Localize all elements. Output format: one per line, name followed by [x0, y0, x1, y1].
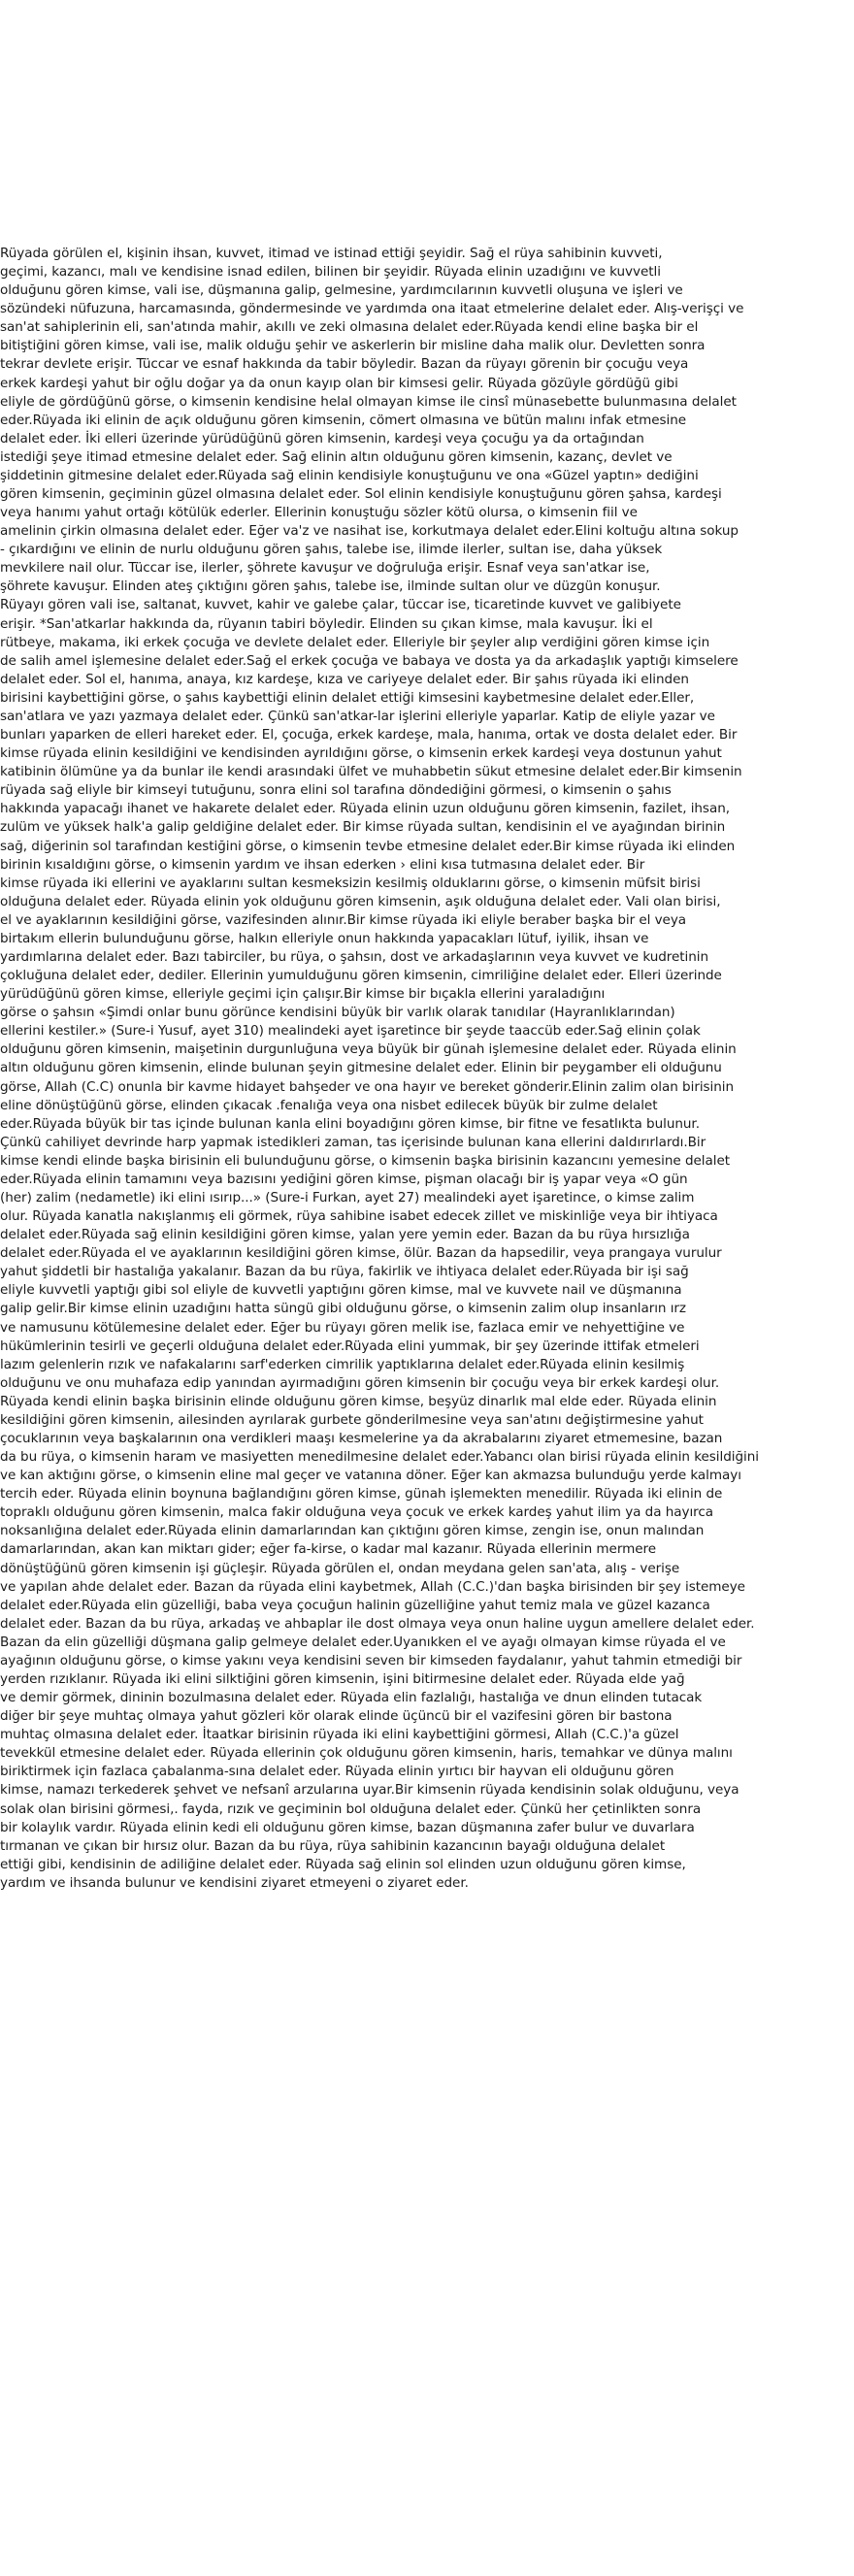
- article-text-line: ellerini kestiler.» (Sure-i Yusuf, ayet 310) mealindeki ayet işaretince bir şeyde taaccüb eder.Sağ elinin çolak: [0, 1023, 701, 1040]
- article-text-line: kimse rüyada iki ellerini ve ayaklarını sultan kesmeksizin kesilmiş olduklarını görse, o kimsenin müfsit birisi: [0, 875, 701, 891]
- article-text-line: kimse, namazı terkederek şehvet ve nefsanî arzularına uyar.Bir kimsenin rüyada kendisinin solak olduğunu, veya: [0, 1782, 739, 1799]
- article-text-line: Bazan da elin güzelliği düşmana galip gelmeye delalet eder.Uyanıkken el ve ayağı olmayan kimse rüyada el ve: [0, 1634, 726, 1650]
- article-text-line: şiddetinin gitmesine delalet eder.Rüyada sağ elinin kendisiyle konuştuğunu ve ona «Güzel yaptın» dediğini: [0, 467, 699, 483]
- article-text-line: (her) zalim (nedametle) iki elini ısırıp...» (Sure-i Furkan, ayet 27) mealindeki ayet işaretince, o kimse zalim: [0, 1189, 695, 1205]
- article-text-line: da bu rüya, o kimsenin haram ve masiyetten menedilmesine delalet eder.Yabancı olan birisi rüyada elinin kesildiğini: [0, 1449, 759, 1466]
- article-text-line: solak olan birisini görmesi,. fayda, rızık ve geçiminin bol olduğuna delalet eder. Çünkü her çetinlikten sonra: [0, 1800, 702, 1817]
- article-text-line: ve kan aktığını görse, o kimsenin eline mal geçer ve vatanına döner. Eğer kan akmazsa bulunduğu yerde kalmayı: [0, 1468, 741, 1484]
- article-text-line: yardımlarına delalet eder. Bazı tabirciler, bu rüya, o şahsın, dost ve arkadaşlarının veya kuvvet ve kudretinin: [0, 948, 709, 965]
- article-text-line: bunları yaparken de elleri hareket eder. El, çocuğa, erkek kardeşe, mala, hanıma, ortak ve dosta delalet eder. Bir: [0, 727, 738, 743]
- article-text-line: kimse rüyada elinin kesildiğini ve kendisinden ayrıldığını görse, o kimsenin erkek kardeşi veya dostunun yahut: [0, 745, 722, 762]
- article-text-line: rütbeye, makama, iki erkek çocuğa ve devlete delalet eder. Elleriyle bir şeyler alıp verdiğini gören kimse için: [0, 634, 710, 650]
- article-text-line: galip gelir.Bir kimse elinin uzadığını hatta süngü gibi olduğunu görse, o kimsenin zalim olup insanların ırz: [0, 1301, 687, 1317]
- article-text-line: san'at sahiplerinin eli, san'atında mahir, akıllı ve zeki olmasına delalet eder.Rüyada kendi eline başka bir el: [0, 319, 699, 336]
- article-text-line: eder.Rüyada büyük bir tas içinde bulunan kanla elini boyadığını gören kimse, bir fitne ve fesatlıkta bulunur.: [0, 1115, 700, 1132]
- article-text-line: eder.Rüyada elinin tamamını veya bazısını yediğini gören kimse, pişman olacağı bir iş yapar veya «O gün: [0, 1171, 688, 1187]
- article-text-line: olur. Rüyada kanatla nakışlanmış eli görmek, rüya sahibine isabet edecek zillet ve miskinliğe veya bir ihtiyaca: [0, 1208, 718, 1225]
- article-text-line: ve namusunu kötülemesine delalet eder. Eğer bu rüyayı gören melik ise, fazlaca emir ve nehyettiğine ve: [0, 1319, 685, 1336]
- article-text-line: görse, Allah (C.C) onunla bir kavme hidayet bahşeder ve ona hayır ve bereket gönderir.Elinin zalim olan birisinin: [0, 1078, 735, 1095]
- article-text-line: delalet eder.Rüyada elin güzelliği, baba veya çocuğun halinin güzelliğine yahut temiz mala ve güzel kazanca: [0, 1597, 710, 1613]
- article-text-line: delalet eder. Bazan da bu rüya, arkadaş ve ahbaplar ile dost olmaya veya onun haline uygun amellere delalet eder.: [0, 1615, 755, 1632]
- article-text-line: noksanlığına delalet eder.Rüyada elinin damarlarından kan çıktığını gören kimse, zengin ise, onun malından: [0, 1523, 705, 1539]
- article-text-line: bir kolaylık vardır. Rüyada elinin kedi eli olduğunu gören kimse, bazan düşmanına zafer bulur ve duvarlara: [0, 1819, 695, 1835]
- article-text-line: diğer bir şeye muhtaç olmaya yahut gözleri kör olarak elinde üçüncü bir el vazifesini gören bir bastona: [0, 1708, 673, 1725]
- article-text-line: kimse kendi elinde başka birisinin eli bulunduğunu görse, o kimsenin başka birisinin kazancını yemesine delalet: [0, 1152, 730, 1169]
- article-text-line: eliyle kuvvetli yaptığı gibi sol eliyle de kuvvetli yaptığını gören kimse, mal ve kuvvete nail ve düşmanına: [0, 1282, 682, 1299]
- article-text-line: kesildiğini gören kimsenin, ailesinden ayrılarak gurbete gönderilmesine veya san'atını değiştirmesine yahut: [0, 1411, 704, 1428]
- article-text-line: yerden rızıklanır. Rüyada iki elini silktiğini gören kimsenin, işini bitirmesine delalet eder. Rüyada elde yağ: [0, 1671, 685, 1688]
- article-text-line: yardım ve ihsanda bulunur ve kendisini ziyaret etmeyeni o ziyaret eder.: [0, 1874, 469, 1891]
- article-text-line: eder.Rüyada iki elinin de açık olduğunu gören kimsenin, cömert olmasına ve bütün malını infak etmesine: [0, 412, 687, 428]
- article-text-line: şöhrete kavuşur. Elinden ateş çıktığını gören şahıs, talebe ise, ilminde sultan olur ve düzgün konuşur.: [0, 578, 661, 595]
- article-text-line: eliyle de gördüğünü görse, o kimsenin kendisine helal olmayan kimse ile cinsî münasebette bulunmasına delalet: [0, 393, 737, 410]
- article-text-line: delalet eder. Sol el, hanıma, anaya, kız kardeşe, kıza ve cariyeye delalet eder. Bir şahıs rüyada iki elinden: [0, 671, 689, 687]
- article-text-line: Rüyada kendi elinin başka birisinin elinde olduğunu gören kimse, beşyüz dinarlık mal elde eder. Rüyada elinin: [0, 1393, 717, 1409]
- article-text-line: sözündeki nüfuzuna, harcamasında, göndermesinde ve yardımda ona itaat etmelerine delalet eder. Alış-verişçi ve: [0, 301, 744, 317]
- article-text-line: tevekkül etmesine delalet eder. Rüyada ellerinin çok olduğunu gören kimsenin, haris, temahkar ve dünya malını: [0, 1745, 733, 1762]
- article-text-line: delalet eder.Rüyada el ve ayaklarının kesildiğini gören kimse, ölür. Bazan da hapsedilir, veya prangaya vurulur: [0, 1245, 722, 1262]
- article-text-line: erkek kardeşi yahut bir oğlu doğar ya da onun kayıp olan bir kimsesi gelir. Rüyada gözüyle gördüğü gibi: [0, 375, 678, 391]
- article-text-line: el ve ayaklarının kesildiğini görse, vazifesinden alınır.Bir kimse rüyada iki eliyle beraber başka bir el veya: [0, 911, 687, 928]
- article-text-line: muhtaç olmasına delalet eder. İtaatkar birisinin rüyada iki elini kaybettiğini görmesi, Allah (C.C.)'a güzel: [0, 1727, 679, 1743]
- article-text-line: ve demir görmek, dininin bozulmasına delalet eder. Rüyada elin fazlalığı, hastalığa ve dnun elinden tutacak: [0, 1690, 703, 1706]
- article-text-line: hükümlerinin tesirli ve geçerli olduğuna delalet eder.Rüyada elini yummak, bir şey üzerinde ittifak etmeleri: [0, 1338, 700, 1354]
- article-text-line: sağ, diğerinin sol tarafından kestiğini görse, o kimsenin tevbe etmesine delalet eder.Bir kimse rüyada iki elinden: [0, 838, 736, 854]
- article-text-line: istediği şeye itimad etmesine delalet eder. Sağ elinin altın olduğunu gören kimsenin, kazanç, devlet ve: [0, 448, 673, 465]
- article-text-line: erişir. *San'atkarlar hakkında da, rüyanın tabiri böyledir. Elinden su çıkan kimse, mala kavuşur. İki el: [0, 615, 653, 632]
- article-text-line: birinin kısaldığını görse, o kimsenin yardım ve ihsan ederken › elini kısa tutmasına delalet eder. Bir: [0, 856, 645, 873]
- article-text-line: san'atlara ve yazı yazmaya delalet eder. Çünkü san'atkar-lar işlerini elleriyle yaparlar. Katip de eliyle yazar ve: [0, 708, 715, 724]
- article-text-line: damarlarından, akan kan miktarı gider; eğer fa-kirse, o kadar mal kazanır. Rüyada ellerinin mermere: [0, 1541, 657, 1558]
- article-text-line: topraklı olduğunu gören kimsenin, malca fakir olduğuna veya çocuk ve erkek kardeş yahut ilim ya da hayırca: [0, 1504, 714, 1521]
- article-text-line: çokluğuna delalet eder, dediler. Ellerinin yumulduğunu gören kimsenin, cimriliğine delalet eder. Elleri üzerinde: [0, 968, 722, 984]
- article-text-line: rüyada sağ eliyle bir kimseyi tutuğunu, sonra elini sol tarafına döndediğini görmesi, o kimsenin o şahıs: [0, 782, 672, 799]
- article-text-line: biriktirmek için fazlaca çabalanma-sına delalet eder. Rüyada elinin yırtıcı bir hayvan eli olduğunu gören: [0, 1764, 674, 1780]
- article-text-line: yahut şiddetli bir hastalığa yakalanır. Bazan da bu rüya, fakirlik ve ihtiyaca delalet eder.Rüyada bir işi sağ: [0, 1264, 689, 1280]
- article-text-line: - çıkardığını ve elinin de nurlu olduğunu gören şahıs, talebe ise, ilimde ilerler, sultan ise, daha yüksek: [0, 542, 663, 558]
- article-text-line: altın olduğunu gören kimsenin, elinde bulunan şeyin gitmesine delalet eder. Elinin bir peygamber eli olduğunu: [0, 1060, 722, 1076]
- article-text-line: olduğunu ve onu muhafaza edip yanından ayırmadığını gören kimsenin bir çocuğu veya bir erkek kardeşi olur.: [0, 1374, 720, 1391]
- article-text-line: bitiştiğini gören kimse, vali ise, malik olduğu şehir ve askerlerin bir misline daha malik olur. Devletten sonra: [0, 338, 706, 354]
- article-text-line: veya hanımı yahut ortağı kötülük ederler. Ellerinin konuştuğu sözler kötü olursa, o kimsenin fiil ve: [0, 505, 638, 521]
- article-text-line: delalet eder.Rüyada sağ elinin kesildiğini gören kimse, yalan yere yemin eder. Bazan da bu rüya hırsızlığa: [0, 1227, 690, 1243]
- article-text-line: ve yapılan ahde delalet eder. Bazan da rüyada elini kaybetmek, Allah (C.C.)'dan başka birisinden bir şey istemeye: [0, 1578, 745, 1595]
- article-body: [0, 245, 848, 1893]
- article-text-line: olduğunu gören kimse, vali ise, düşmanına galip, gelmesine, yardımcılarının kuvvetli oluşuna ve işleri ve: [0, 282, 683, 299]
- article-text-line: hakkında yapacağı ihanet ve hakarete delalet eder. Rüyada elinin uzun olduğunu gören kimsenin, fazilet, ihsan,: [0, 801, 730, 817]
- article-text-line: ayağının olduğunu görse, o kimse yakını veya kendisini seven bir kimseden faydalanır, yahut tahmin etmediği bir: [0, 1652, 742, 1668]
- article-text-line: mevkilere nail olur. Tüccar ise, ilerler, şöhrete kavuşur ve doğruluğa erişir. Esnaf veya san'atkar ise,: [0, 560, 650, 577]
- article-text-line: Çünkü cahiliyet devrinde harp yapmak istedikleri zaman, tas içerisinde bulunan kana ellerini daldırırlardı.Bir: [0, 1134, 706, 1150]
- article-text-line: dönüştüğünü gören kimsenin işi güçleşir. Rüyada görülen el, ondan meydana gelen san'ata, alış - verişe: [0, 1560, 680, 1576]
- article-text-line: zulüm ve yüksek halk'a galip geldiğine delalet eder. Bir kimse rüyada sultan, kendisinin el ve ayağından birinin: [0, 819, 726, 836]
- article-text-line: Rüyada görülen el, kişinin ihsan, kuvvet, itimad ve istinad ettiği şeyidir. Sağ el rüya sahibinin kuvveti,: [0, 246, 663, 261]
- article-text-line: birtakım ellerin bulunduğunu görse, halkın elleriyle onun hakkında yapacakları lütuf, iyilik, ihsan ve: [0, 930, 649, 946]
- article-text-line: tırmanan ve çıkan bir hırsız olur. Bazan da bu rüya, rüya sahibinin kazancının bayağı olduğuna delalet: [0, 1837, 666, 1854]
- article-text-line: geçimi, kazancı, malı ve kendisine isnad edilen, bilinen bir şeyidir. Rüyada elinin uzadığını ve kuvvetli: [0, 264, 661, 281]
- article-text-line: tekrar devlete erişir. Tüccar ve esnaf hakkında da tabir böyledir. Bazan da rüyayı görenin bir çocuğu veya: [0, 356, 689, 373]
- article-text-line: amelinin çirkin olmasına delalet eder. Eğer va'z ve nasihat ise, korkutmaya delalet eder.Elini koltuğu altına sokup: [0, 523, 739, 540]
- article-text-line: de salih amel işlemesine delalet eder.Sağ el erkek çocuğa ve babaya ve dosta ya da arkadaşlık yaptığı kimselere: [0, 652, 739, 669]
- article-text-line: olduğunu gören kimsenin, maişetinin durgunluğuna veya büyük bir günah işlemesine delalet eder. Rüyada elinin: [0, 1041, 737, 1058]
- article-text-line: lazım gelenlerin rızık ve nafakalarını sarf'ederken cimrilik yaptıklarına delalet eder.Rüyada elinin kesilmiş: [0, 1356, 685, 1372]
- article-text-line: tercih eder. Rüyada elinin boynuna bağlandığını gören kimse, günah işlemekten menedilir. Rüyada iki elinin de: [0, 1486, 723, 1503]
- article-text-line: yürüdüğünü gören kimse, elleriyle geçimi için çalışır.Bir kimse bir bıçakla ellerini yaraladığını: [0, 986, 606, 1003]
- article-text-line: olduğuna delalet eder. Rüyada elinin yok olduğunu gören kimsenin, aşık olduğuna delalet eder. Vali olan birisi,: [0, 893, 721, 909]
- article-text-line: Rüyayı gören vali ise, saltanat, kuvvet, kahir ve galebe çalar, tüccar ise, ticaretinde kuvvet ve galibiyete: [0, 597, 681, 613]
- article-text-line: çocuklarının veya başkalarının ona verdikleri maaşı kesmelerine ya da akrabalarını ziyaret etmemesine, bazan: [0, 1431, 723, 1446]
- article-text-line: birisini kaybettiğini görse, o şahıs kaybettiği elinin delalet ettiği kimsesini kaybetmesine delalet eder.Eller,: [0, 689, 695, 706]
- article-text-line: gören kimsenin, geçiminin güzel olmasına delalet eder. Sol elinin kendisiyle konuştuğunu gören şahsa, kardeşi: [0, 486, 722, 503]
- article-text-line: görse o şahsın «Şimdi onlar bunu görünce kendisini büyük bir varlık olarak tanıdılar (Hayranlıklarından): [0, 1005, 675, 1021]
- article-text-line: katibinin ölümüne ya da bunlar ile kendi arasındaki ülfet ve muhabbetin sükut etmesine delalet eder.Bir kimsenin: [0, 764, 742, 780]
- article-text-line: ettiği gibi, kendisinin de adiliğine delalet eder. Rüyada sağ elinin sol elinden uzun olduğunu gören kimse,: [0, 1856, 686, 1872]
- article-text-line: eline dönüştüğünü görse, elinden çıkacak .fenalığa veya ona nisbet edilecek büyük bir zulme delalet: [0, 1097, 658, 1113]
- article-text-line: delalet eder. İki elleri üzerinde yürüdüğünü gören kimsenin, kardeşi veya çocuğu ya da ortağından: [0, 430, 644, 446]
